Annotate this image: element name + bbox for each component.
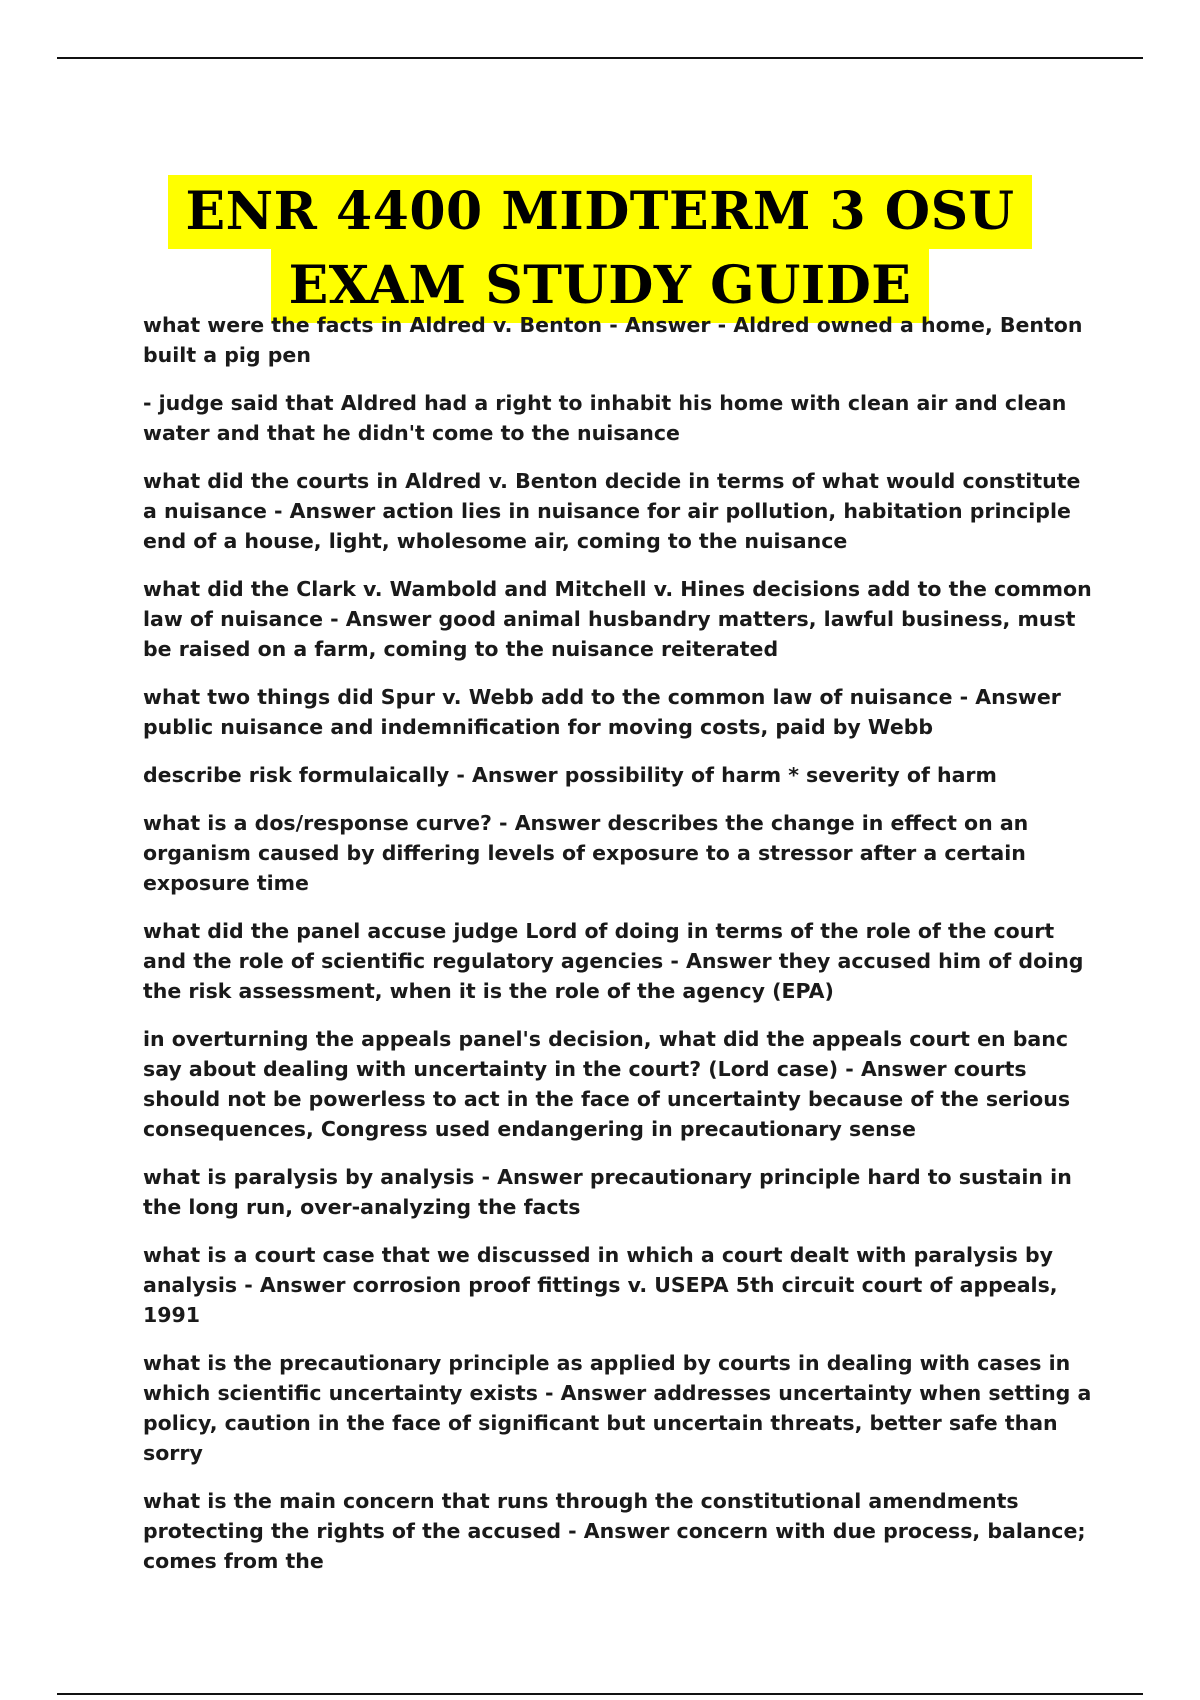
qa-paragraph: - judge said that Aldred had a right to inhabit his home with clean air and clean water and that he didn't come to the nuisance [143,391,1067,445]
qa-paragraph: what two things did Spur v. Webb add to the common law of nuisance - Answer public nuisance and indemnification for moving costs, paid by Webb [143,685,1061,739]
title-line-1: ENR 4400 MIDTERM 3 OSU [168,175,1033,249]
qa-paragraph: describe risk formulaically - Answer possibility of harm * severity of harm [143,763,997,787]
qa-paragraph: what did the courts in Aldred v. Benton decide in terms of what would constitute a nuisance - Answer action lies in nuisance for air pollution, habitation principle end of a house, light, wholesome air, coming to the nuisance [143,469,1081,553]
title-line-2: EXAM STUDY GUIDE [271,249,930,323]
qa-paragraph: what is a court case that we discussed in which a court dealt with paralysis by analysis - Answer corrosion proof fittings v. USEPA 5th circuit court of appeals, 1991 [143,1243,1058,1327]
qa-paragraph: in overturning the appeals panel's decision, what did the appeals court en banc say about dealing with uncertainty in the court? (Lord case) - Answer courts should not be powerless to act in the face of uncertainty because of the serious consequences, Congress used endangering in precautionary sense [143,1027,1071,1141]
qa-paragraph: what did the panel accuse judge Lord of doing in terms of the role of the court and the role of scientific regulatory agencies - Answer they accused him of doing the risk assessment, when it is the role of the agency (EPA) [143,919,1084,1003]
document-title [0,175,1200,323]
qa-paragraph: what is paralysis by analysis - Answer precautionary principle hard to sustain in the long run, over-analyzing the facts [143,1165,1072,1219]
qa-paragraph: what is the precautionary principle as applied by courts in dealing with cases in which scientific uncertainty exists - Answer addresses uncertainty when setting a policy, caution in the face of significant but uncertain threats, better safe than sorry [143,1351,1092,1465]
header-rule [57,57,1143,59]
study-guide-content [143,310,1093,1594]
qa-paragraph: what is a dos/response curve? - Answer describes the change in effect on an organism caused by differing levels of exposure to a stressor after a certain exposure time [143,811,1029,895]
qa-paragraph: what did the Clark v. Wambold and Mitchell v. Hines decisions add to the common law of nuisance - Answer good animal husbandry matters, lawful business, must be raised on a farm, coming to the nuisance reiterated [143,577,1092,661]
qa-paragraph: what were the facts in Aldred v. Benton - Answer - Aldred owned a home, Benton built a pig pen [143,313,1083,367]
footer-rule [57,1693,1143,1695]
qa-paragraph: what is the main concern that runs through the constitutional amendments protecting the rights of the accused - Answer concern with due process, balance; comes from the [143,1489,1086,1573]
